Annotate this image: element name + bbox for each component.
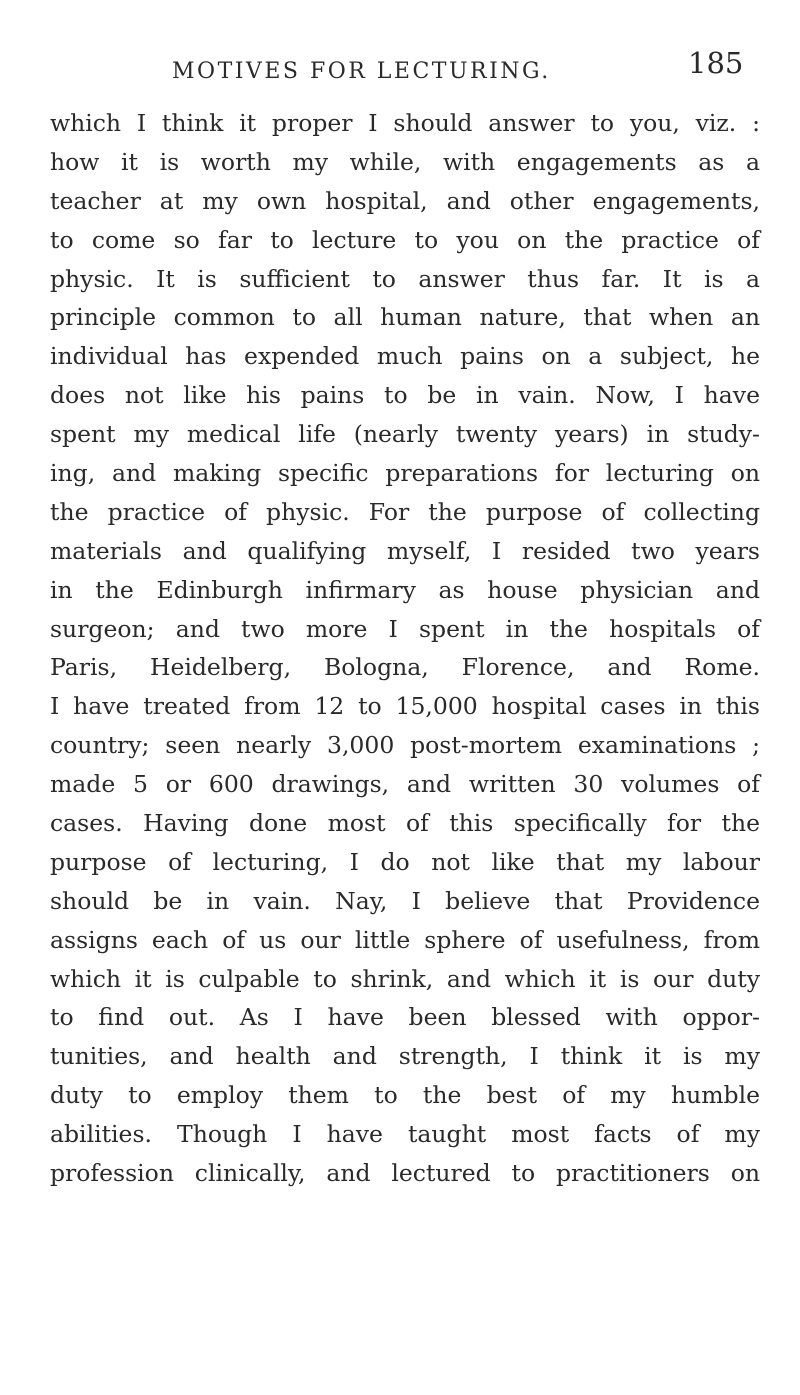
text-line: tunities, and health and strength, I think it is my	[50, 1042, 760, 1071]
text-line: to come so far to lecture to you on the practice of	[50, 225, 760, 254]
text-line: assigns each of us our little sphere of usefulness, from	[50, 925, 760, 954]
text-line: materials and qualifying myself, I resided two years	[50, 536, 760, 565]
page-number: 185	[688, 46, 744, 80]
running-head: MOTIVES FOR LECTURING.	[172, 59, 551, 84]
text-line: how it is worth my while, with engagements as a	[50, 147, 760, 176]
text-line: physic. It is sufficient to answer thus far. It is a	[50, 264, 760, 293]
text-line: individual has expended much pains on a subject, he	[50, 342, 760, 371]
text-line: the practice of physic. For the purpose of collecting	[50, 497, 760, 526]
text-line: should be in vain. Nay, I believe that Providence	[50, 886, 760, 915]
text-line: abilities. Though I have taught most facts of my	[50, 1120, 760, 1149]
text-line: does not like his pains to be in vain. Now, I have	[50, 381, 760, 410]
text-line: I have treated from 12 to 15,000 hospital cases in this	[50, 692, 760, 721]
text-line: ing, and making specific preparations for lecturing on	[50, 459, 760, 488]
body-text	[50, 104, 760, 1193]
text-line: surgeon; and two more I spent in the hospitals of	[50, 614, 760, 643]
text-line: in the Edinburgh infirmary as house physician and	[50, 575, 760, 604]
text-line: made 5 or 600 drawings, and written 30 volumes of	[50, 770, 760, 799]
text-line: duty to employ them to the best of my humble	[50, 1081, 760, 1110]
text-line: country; seen nearly 3,000 post-mortem examinations ;	[50, 731, 760, 760]
text-line: purpose of lecturing, I do not like that my labour	[50, 847, 760, 876]
text-line: to find out. As I have been blessed with oppor-	[50, 1003, 760, 1032]
text-line: which it is culpable to shrink, and which it is our duty	[50, 964, 760, 993]
text-line: which I think it proper I should answer to you, viz. :	[50, 109, 760, 137]
text-line: spent my medical life (nearly twenty years) in study-	[50, 420, 760, 449]
text-line: cases. Having done most of this specifically for the	[50, 809, 760, 838]
text-line: principle common to all human nature, that when an	[50, 303, 760, 332]
text-line: profession clinically, and lectured to practitioners on	[50, 1159, 760, 1188]
text-line: Paris, Heidelberg, Bologna, Florence, and Rome.	[50, 653, 760, 682]
text-line: teacher at my own hospital, and other engagements,	[50, 186, 760, 215]
